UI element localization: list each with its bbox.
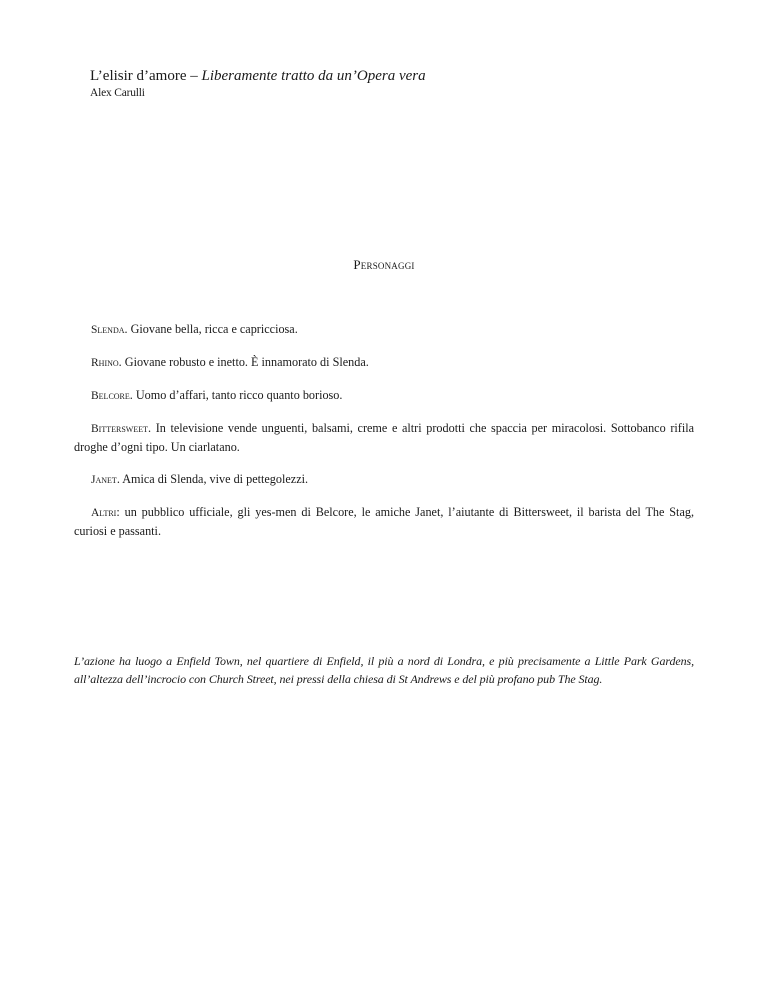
- character-name: Slenda: [91, 324, 125, 336]
- character-description: Giovane robusto e inetto. È innamorato di Slenda.: [124, 355, 369, 369]
- character-description: Giovane bella, ricca e capricciosa.: [130, 322, 298, 336]
- character-entry-slenda: Slenda. Giovane bella, ricca e capricciosa.: [91, 322, 298, 336]
- character-entry-altri: Altri: un pubblico ufficiale, gli yes-men di Belcore, le amiche Janet, l’aiutante di Bittersweet, il barista del The Stag, curiosi e passanti.: [74, 505, 694, 538]
- character-description: Uomo d’affari, tanto ricco quanto borioso.: [135, 388, 343, 402]
- character-name: Belcore: [91, 390, 130, 402]
- character-name: Altri: [91, 507, 117, 519]
- character-description: Amica di Slenda, vive di pettegolezzi.: [122, 472, 309, 486]
- character-name: Janet: [91, 474, 117, 486]
- character-entry-bittersweet: Bittersweet. In televisione vende unguenti, balsami, creme e altri prodotti che spaccia per miracolosi. Sottobanco rifila droghe d’ogni tipo. Un ciarlatano.: [74, 421, 694, 454]
- scene-description: L’azione ha luogo a Enfield Town, nel quartiere di Enfield, il più a nord di Londra, e più precisamente a Little Park Gardens, all’altezza dell’incrocio con Church Street, nei pressi della chiesa di St Andrews e del più profano pub The Stag.: [74, 654, 694, 686]
- document-header: [90, 66, 426, 100]
- title-line: [90, 66, 426, 86]
- character-entry-belcore: Belcore. Uomo d’affari, tanto ricco quanto borioso.: [91, 388, 343, 402]
- document-title: L’elisir d’amore: [90, 68, 187, 84]
- character-entry-janet: Janet. Amica di Slenda, vive di pettegolezzi.: [91, 472, 309, 486]
- document-subtitle: Liberamente tratto da un’Opera vera: [201, 68, 426, 84]
- title-separator: –: [186, 68, 202, 84]
- character-description: In televisione vende unguenti, balsami, creme e altri prodotti che spaccia per miracolosi. Sottobanco rifila droghe d’ogni tipo. Un ciarlatano.: [74, 421, 694, 454]
- author-name: Alex Carulli: [90, 87, 145, 99]
- character-description: un pubblico ufficiale, gli yes-men di Belcore, le amiche Janet, l’aiutante di Bittersweet, il barista del The Stag, curiosi e passanti.: [74, 505, 694, 538]
- section-heading-personaggi: Personaggi: [353, 257, 415, 272]
- character-entry-rhino: Rhino. Giovane robusto e inetto. È innamorato di Slenda.: [91, 355, 369, 369]
- character-list: [74, 320, 694, 554]
- character-name: Bittersweet: [91, 423, 148, 435]
- character-name: Rhino: [91, 357, 119, 369]
